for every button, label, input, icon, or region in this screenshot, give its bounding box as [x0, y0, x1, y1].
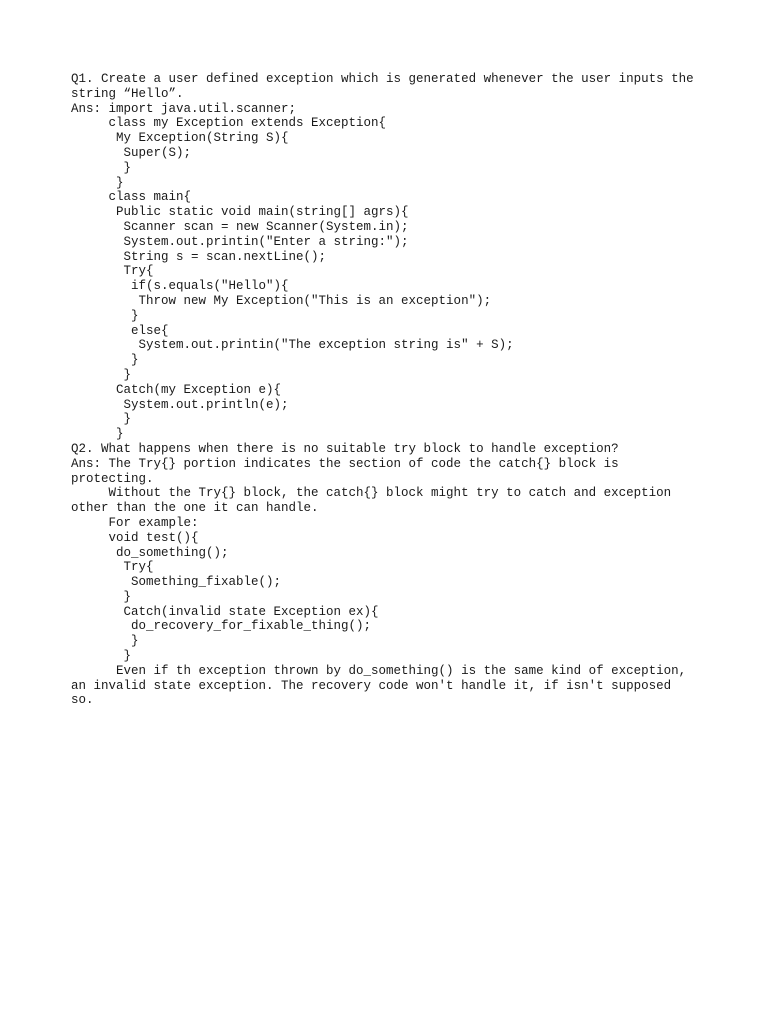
q1-code-line: My Exception(String S){ [71, 131, 289, 146]
q1-code-line: } [71, 160, 132, 175]
q2-question-line: Q2. What happens when there is no suitable try block to handle exception? [71, 441, 619, 456]
q2-example-label: For example: [71, 515, 199, 530]
q1-code-line: System.out.println(e); [71, 397, 289, 412]
q2-code-line: } [71, 634, 139, 649]
q1-code-line: Try{ [71, 264, 154, 279]
q2-answer-line: Ans: The Try{} portion indicates the section of code the catch{} block is [71, 456, 619, 471]
q1-question-line-2: string “Hello”. [71, 86, 184, 101]
q2-answer-line: other than the one it can handle. [71, 501, 319, 516]
q2-code-line: } [71, 589, 132, 604]
q1-code-line: System.out.printin("Enter a string:"); [71, 234, 409, 249]
q1-code-line: } [71, 353, 139, 368]
q2-code-line: Try{ [71, 560, 154, 575]
q2-explanation-line: an invalid state exception. The recovery code won't handle it, if isn't supposed [71, 678, 672, 693]
q2-code-line: Something_fixable(); [71, 575, 282, 590]
q2-answer-line: protecting. [71, 471, 154, 486]
q1-code-line: Super(S); [71, 145, 192, 160]
q1-code-line: } [71, 412, 132, 427]
q1-code-line: else{ [71, 323, 169, 338]
q1-code-line: Public static void main(string[] agrs){ [71, 205, 409, 220]
q1-code-line: } [71, 175, 124, 190]
q1-code-line: } [71, 308, 139, 323]
q2-code-line: } [71, 649, 132, 664]
q2-explanation-line: Even if th exception thrown by do_something() is the same kind of exception, [71, 663, 687, 678]
q1-code-line: String s = scan.nextLine(); [71, 249, 327, 264]
q2-code-line: do_recovery_for_fixable_thing(); [71, 619, 372, 634]
document-body [71, 72, 711, 708]
q2-code-line: Catch(invalid state Exception ex){ [71, 604, 379, 619]
q2-code-line: void test(){ [71, 530, 199, 545]
q1-code-line: Scanner scan = new Scanner(System.in); [71, 219, 409, 234]
q1-code-line: class my Exception extends Exception{ [71, 116, 387, 131]
q1-code-line: Catch(my Exception e){ [71, 382, 282, 397]
q1-code-line: } [71, 367, 132, 382]
q1-code-line: System.out.printin("The exception string is" + S); [71, 338, 514, 353]
q2-explanation-line: so. [71, 693, 94, 708]
q1-code-line: Throw new My Exception("This is an exception"); [71, 293, 492, 308]
q2-code-line: do_something(); [71, 545, 229, 560]
q1-code-line: if(s.equals("Hello"){ [71, 279, 289, 294]
q1-code-line: } [71, 427, 124, 442]
q2-answer-line: Without the Try{} block, the catch{} block might try to catch and exception [71, 486, 672, 501]
q1-answer-import-line: Ans: import java.util.scanner; [71, 101, 297, 116]
q1-question-line-1: Q1. Create a user defined exception which is generated whenever the user inputs the [71, 72, 694, 86]
q1-code-line: class main{ [71, 190, 192, 205]
